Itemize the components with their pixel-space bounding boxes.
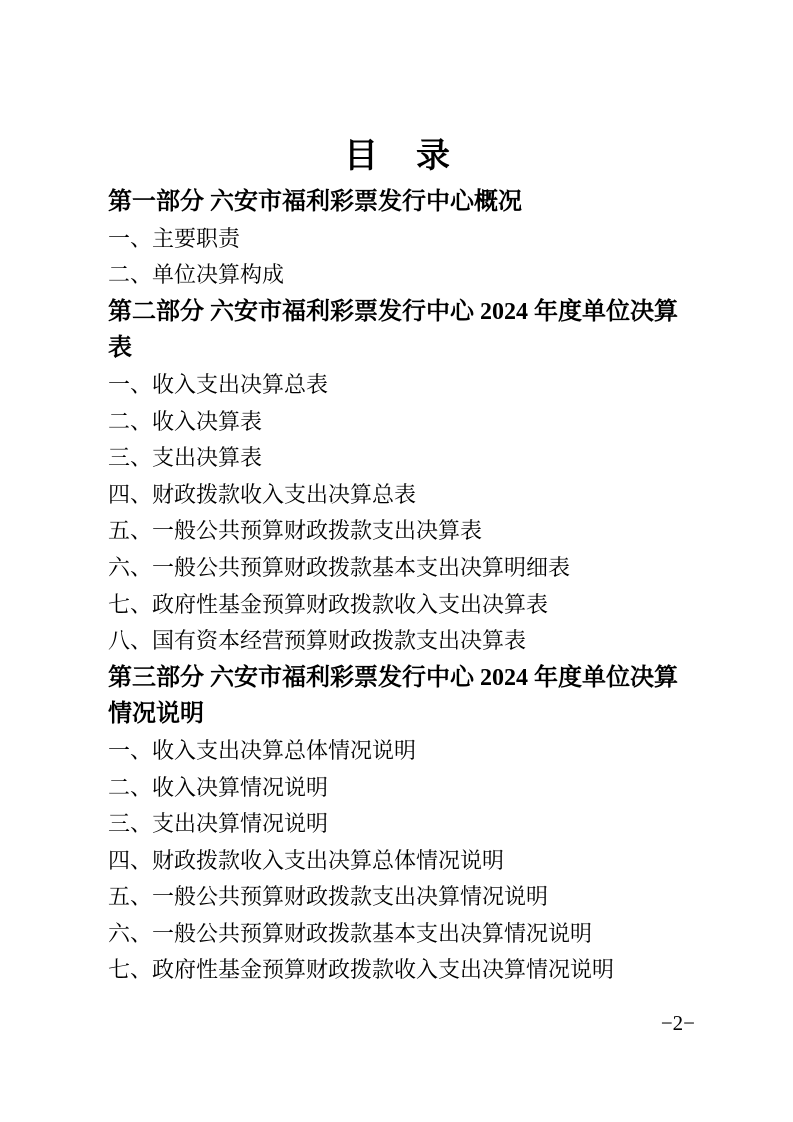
toc-item: 二、单位决算构成 [108, 262, 285, 288]
toc-item: 二、收入决算表 [108, 408, 263, 434]
page-title: 目 录 [344, 137, 452, 175]
page-number: −2− [660, 1011, 695, 1035]
section-2-title-line-1: 第二部分 六安市福利彩票发行中心 2024 年度单位决算 [108, 298, 678, 325]
toc-item: 二、收入决算情况说明 [108, 774, 329, 800]
toc-item: 四、财政拨款收入支出决算总表 [108, 481, 417, 507]
toc-item: 一、收入支出决算总表 [108, 371, 329, 397]
toc-item: 三、支出决算表 [108, 445, 263, 471]
section-2-title-line-2: 表 [108, 335, 132, 362]
toc-item: 五、一般公共预算财政拨款支出决算情况说明 [108, 884, 549, 910]
toc-item: 五、一般公共预算财政拨款支出决算表 [108, 518, 483, 544]
toc-item: 七、政府性基金预算财政拨款收入支出决算情况说明 [108, 957, 615, 983]
toc-item: 一、收入支出决算总体情况说明 [108, 737, 417, 763]
section-3-title-line-2: 情况说明 [108, 701, 204, 728]
toc-item: 八、国有资本经营预算财政拨款支出决算表 [108, 628, 527, 654]
toc-item: 一、主要职责 [108, 225, 241, 251]
toc-item: 六、一般公共预算财政拨款基本支出决算明细表 [108, 554, 571, 580]
toc-content [108, 134, 688, 989]
toc-item: 七、政府性基金预算财政拨款收入支出决算表 [108, 591, 549, 617]
toc-item: 六、一般公共预算财政拨款基本支出决算情况说明 [108, 920, 593, 946]
section-3-title-line-1: 第三部分 六安市福利彩票发行中心 2024 年度单位决算 [108, 664, 678, 691]
section-1-title: 第一部分 六安市福利彩票发行中心概况 [108, 189, 522, 215]
toc-item: 三、支出决算情况说明 [108, 811, 329, 837]
toc-item: 四、财政拨款收入支出决算总体情况说明 [108, 847, 505, 873]
